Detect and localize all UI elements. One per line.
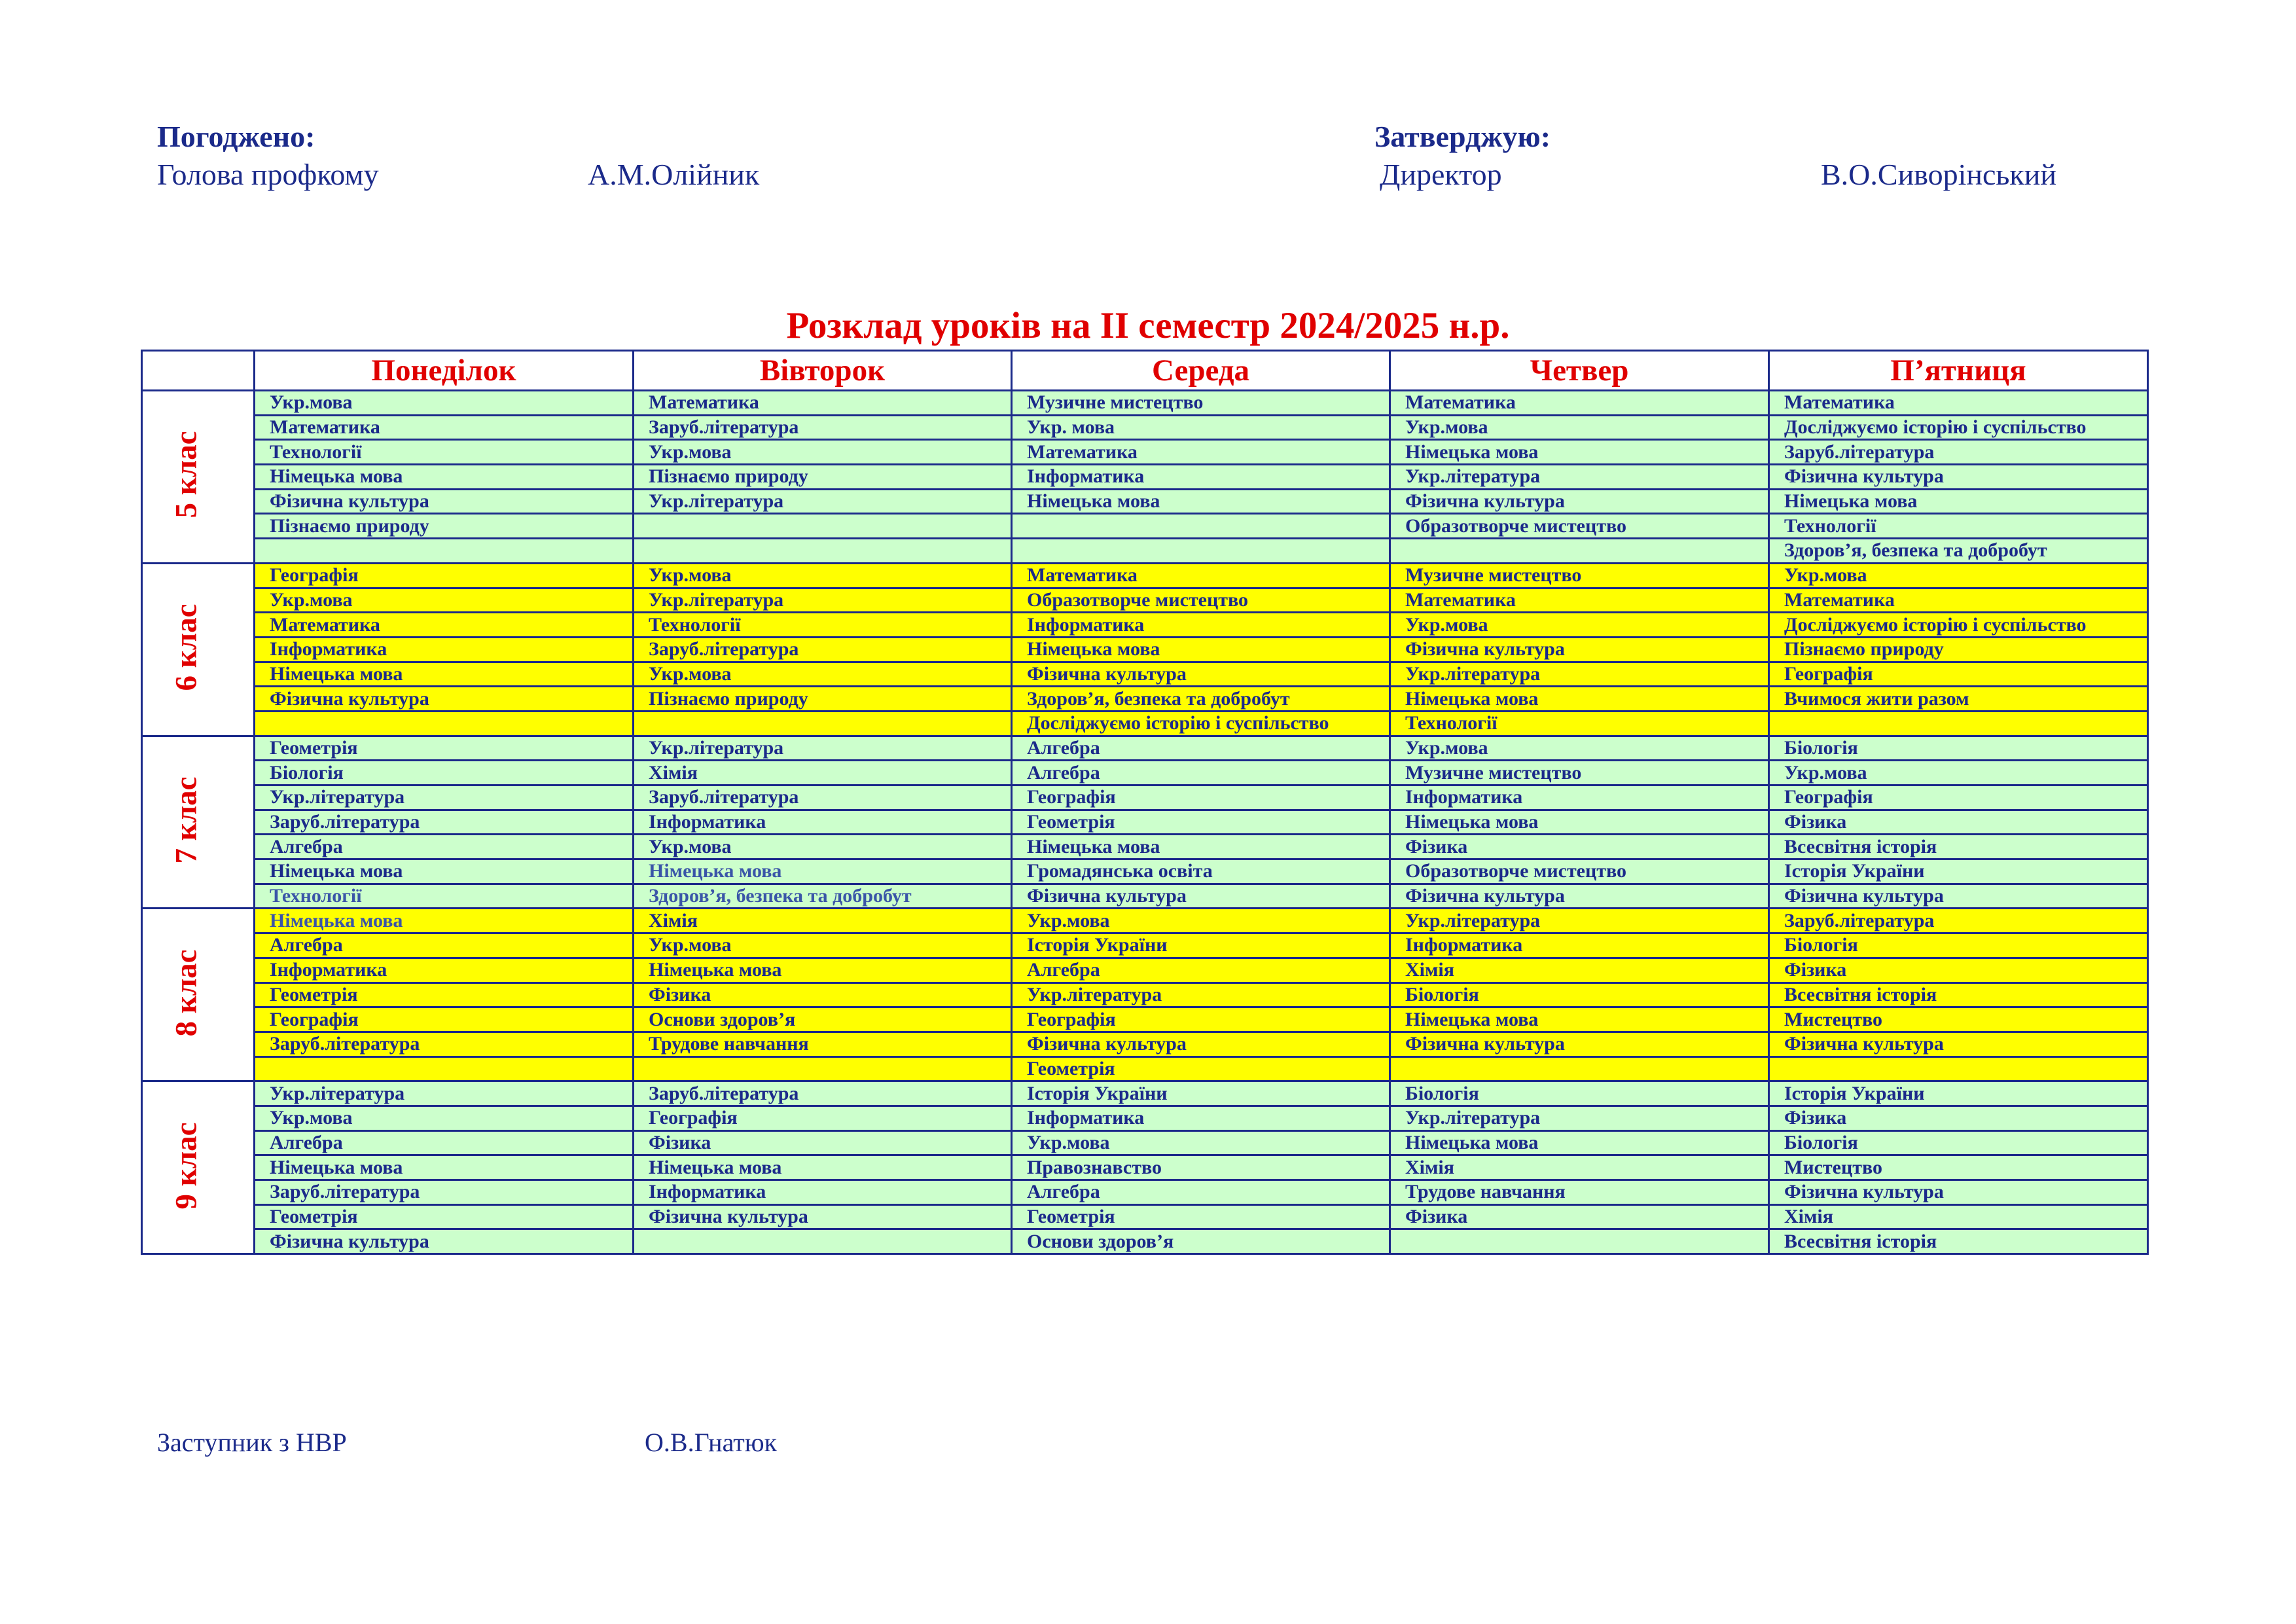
lesson-cell: Фізична культура [255,687,634,712]
lesson-cell: Хімія [634,761,1012,785]
lesson-row [142,1056,2148,1081]
lesson-cell: Німецька мова [634,859,1012,884]
lesson-cell: Укр. мова [1012,415,1390,440]
lesson-row [142,736,2148,761]
day-header: П’ятниця [1769,351,2148,391]
lesson-cell: Хімія [1769,1204,2148,1229]
lesson-cell: Заруб.література [634,785,1012,810]
lesson-cell [634,1229,1012,1254]
lesson-cell: Укр.мова [1390,736,1769,761]
lesson-cell: Німецька мова [255,909,634,933]
lesson-cell: Хімія [634,909,1012,933]
lesson-cell: Німецька мова [1769,489,2148,514]
lesson-cell: Географія [1769,662,2148,687]
lesson-cell: Німецька мова [634,1155,1012,1180]
lesson-row [142,1106,2148,1130]
class-label-cell [142,391,255,564]
lesson-row [142,613,2148,638]
lesson-cell: Укр.література [1390,909,1769,933]
lesson-cell: Математика [1012,563,1390,588]
lesson-cell: Заруб.література [1769,909,2148,933]
lesson-cell: Укр.мова [1769,563,2148,588]
lesson-cell: Алгебра [1012,761,1390,785]
lesson-row [142,1204,2148,1229]
lesson-cell: Досліджуємо історію і суспільство [1769,613,2148,638]
schedule-body [142,391,2148,1254]
lesson-cell: Укр.мова [634,933,1012,958]
lesson-cell: Фізика [634,983,1012,1007]
lesson-cell: Укр.література [255,1081,634,1106]
lesson-cell: Географія [255,563,634,588]
lesson-cell: Укр.мова [1769,761,2148,785]
lesson-cell [1769,711,2148,736]
lesson-cell [1390,539,1769,564]
lesson-cell: Математика [1769,391,2148,416]
lesson-cell: Історія України [1012,933,1390,958]
lesson-cell: Укр.мова [255,391,634,416]
lesson-cell: Укр.мова [255,588,634,613]
lesson-cell: Алгебра [255,933,634,958]
approval-right-role: Директор [1380,158,1502,191]
lesson-row [142,1155,2148,1180]
lesson-cell [1012,514,1390,539]
lesson-cell: Німецька мова [1012,835,1390,859]
lesson-cell: Математика [634,391,1012,416]
class-label: 6 клас [169,604,204,691]
approval-left-heading: Погоджено: [157,120,315,153]
class-label: 9 клас [169,1122,204,1210]
lesson-cell [634,539,1012,564]
lesson-cell: Музичне мистецтво [1390,761,1769,785]
lesson-cell: Інформатика [255,958,634,983]
lesson-cell [634,514,1012,539]
lesson-cell: Біологія [1769,933,2148,958]
footer-role: Заступник з НВР [157,1428,347,1457]
schedule-title: Розклад уроків на ІІ семестр 2024/2025 н.р. [786,305,1510,346]
lesson-row [142,465,2148,490]
lesson-cell: Інформатика [634,1180,1012,1205]
lesson-cell: Інформатика [1012,465,1390,490]
lesson-row [142,514,2148,539]
lesson-cell: Математика [255,415,634,440]
lesson-row [142,909,2148,933]
lesson-cell: Пізнаємо природу [634,465,1012,490]
lesson-row [142,1130,2148,1155]
lesson-cell: Географія [1012,1007,1390,1032]
day-header-row [142,351,2148,391]
lesson-cell: Основи здоров’я [1012,1229,1390,1254]
lesson-cell: Геометрія [255,983,634,1007]
lesson-cell: Географія [1012,785,1390,810]
lesson-cell: Хімія [1390,1155,1769,1180]
lesson-cell: Пізнаємо природу [1769,637,2148,662]
lesson-cell: Трудове навчання [634,1032,1012,1056]
lesson-cell: Укр.мова [1390,415,1769,440]
lesson-cell: Географія [634,1106,1012,1130]
lesson-cell: Фізика [1769,1106,2148,1130]
lesson-cell: Історія України [1769,1081,2148,1106]
lesson-row [142,1229,2148,1254]
lesson-cell: Укр.література [255,785,634,810]
lesson-cell: Історія України [1012,1081,1390,1106]
lesson-cell: Фізична культура [255,1229,634,1254]
lesson-cell: Образотворче мистецтво [1012,588,1390,613]
lesson-cell: Фізична культура [255,489,634,514]
class-label-cell [142,736,255,909]
lesson-cell: Німецька мова [1390,810,1769,835]
lesson-cell: Укр.література [1390,662,1769,687]
lesson-cell [1390,1056,1769,1081]
lesson-cell: Математика [1390,391,1769,416]
lesson-cell: Фізична культура [1769,465,2148,490]
lesson-row [142,637,2148,662]
lesson-cell: Математика [1769,588,2148,613]
lesson-cell: Інформатика [1390,933,1769,958]
class-label: 7 клас [169,776,204,864]
approval-left-role: Голова профкому [157,158,379,191]
lesson-cell: Заруб.література [634,637,1012,662]
lesson-cell: Заруб.література [255,1032,634,1056]
lesson-cell: Біологія [1390,983,1769,1007]
lesson-cell: Музичне мистецтво [1390,563,1769,588]
lesson-cell: Укр.література [1390,465,1769,490]
lesson-row [142,415,2148,440]
lesson-row [142,391,2148,416]
lesson-cell: Укр.література [1012,983,1390,1007]
lesson-cell: Геометрія [1012,1204,1390,1229]
lesson-cell: Фізична культура [1769,884,2148,909]
lesson-cell: Німецька мова [255,465,634,490]
lesson-cell: Трудове навчання [1390,1180,1769,1205]
lesson-row [142,859,2148,884]
lesson-cell: Укр.мова [1390,613,1769,638]
approval-left-name: А.М.Олійник [588,158,760,191]
lesson-row [142,711,2148,736]
lesson-cell: Фізична культура [1769,1180,2148,1205]
lesson-cell: Музичне мистецтво [1012,391,1390,416]
lesson-cell: Біологія [1769,736,2148,761]
lesson-row [142,1007,2148,1032]
lesson-row [142,539,2148,564]
lesson-cell: Біологія [1390,1081,1769,1106]
lesson-cell: Фізика [1769,958,2148,983]
class-label: 5 клас [169,431,204,518]
lesson-cell: Укр.мова [634,563,1012,588]
lesson-cell: Інформатика [1390,785,1769,810]
lesson-cell: Німецька мова [1390,440,1769,465]
day-header: Понеділок [255,351,634,391]
day-header: Середа [1012,351,1390,391]
lesson-cell: Заруб.література [634,1081,1012,1106]
lesson-cell: Вчимося жити разом [1769,687,2148,712]
lesson-cell: Технології [1390,711,1769,736]
lesson-cell: Образотворче мистецтво [1390,514,1769,539]
lesson-cell: Хімія [1390,958,1769,983]
lesson-cell: Технології [255,884,634,909]
lesson-cell: Геометрія [255,1204,634,1229]
lesson-cell: Досліджуємо історію і суспільство [1012,711,1390,736]
lesson-cell [1390,1229,1769,1254]
lesson-cell: Здоров’я, безпека та добробут [1012,687,1390,712]
lesson-cell: Фізична культура [1390,884,1769,909]
lesson-cell: Укр.мова [1012,1130,1390,1155]
lesson-row [142,983,2148,1007]
lesson-cell [634,711,1012,736]
lesson-row [142,958,2148,983]
day-header: Четвер [1390,351,1769,391]
day-header: Вівторок [634,351,1012,391]
lesson-cell: Заруб.література [255,810,634,835]
lesson-cell: Технології [255,440,634,465]
lesson-cell: Заруб.література [634,415,1012,440]
class-label: 8 клас [169,949,204,1037]
lesson-cell: Німецька мова [255,1155,634,1180]
lesson-cell: Укр.мова [634,662,1012,687]
lesson-cell: Технології [1769,514,2148,539]
lesson-row [142,1180,2148,1205]
lesson-cell: Укр.мова [255,1106,634,1130]
lesson-cell: Основи здоров’я [634,1007,1012,1032]
class-label-cell [142,563,255,736]
lesson-cell: Здоров’я, безпека та добробут [634,884,1012,909]
lesson-row [142,835,2148,859]
lesson-cell: Біологія [255,761,634,785]
lesson-cell: Фізика [1769,810,2148,835]
lesson-cell [634,1056,1012,1081]
lesson-cell: Математика [255,613,634,638]
lesson-cell: Німецька мова [634,958,1012,983]
lesson-cell: Пізнаємо природу [255,514,634,539]
lesson-cell: Німецька мова [1390,1007,1769,1032]
schedule-table [141,350,2149,1255]
lesson-cell: Геометрія [1012,1056,1390,1081]
lesson-cell [1769,1056,2148,1081]
lesson-cell: Всесвітня історія [1769,1229,2148,1254]
lesson-cell: Фізика [1390,835,1769,859]
lesson-row [142,1032,2148,1056]
lesson-cell: Алгебра [1012,1180,1390,1205]
lesson-cell: Інформатика [1012,613,1390,638]
lesson-row [142,884,2148,909]
lesson-cell [255,539,634,564]
class-label-cell [142,909,255,1081]
lesson-cell: Мистецтво [1769,1155,2148,1180]
lesson-cell: Пізнаємо природу [634,687,1012,712]
lesson-cell: Фізична культура [1769,1032,2148,1056]
lesson-cell: Правознавство [1012,1155,1390,1180]
lesson-cell: Німецька мова [255,859,634,884]
lesson-cell: Геометрія [1012,810,1390,835]
lesson-cell: Алгебра [1012,736,1390,761]
lesson-cell: Математика [1012,440,1390,465]
lesson-row [142,440,2148,465]
lesson-cell: Заруб.література [255,1180,634,1205]
lesson-cell: Німецька мова [1012,489,1390,514]
lesson-row [142,933,2148,958]
lesson-cell: Здоров’я, безпека та добробут [1769,539,2148,564]
lesson-cell: Біологія [1769,1130,2148,1155]
lesson-cell: Всесвітня історія [1769,835,2148,859]
lesson-row [142,662,2148,687]
lesson-cell [255,1056,634,1081]
lesson-cell: Алгебра [255,1130,634,1155]
lesson-cell: Математика [1390,588,1769,613]
lesson-cell: Укр.мова [1012,909,1390,933]
lesson-cell: Фізична культура [1390,637,1769,662]
lesson-row [142,687,2148,712]
lesson-cell: Мистецтво [1769,1007,2148,1032]
lesson-cell: Фізика [1390,1204,1769,1229]
approval-right-name: В.О.Сиворінський [1821,158,2056,191]
lesson-cell: Технології [634,613,1012,638]
lesson-cell: Фізична культура [1012,884,1390,909]
lesson-cell: Інформатика [1012,1106,1390,1130]
lesson-cell: Фізична культура [1390,1032,1769,1056]
class-label-cell [142,1081,255,1254]
lesson-row [142,761,2148,785]
lesson-cell: Укр.література [634,736,1012,761]
lesson-row [142,489,2148,514]
lesson-cell: Укр.література [634,588,1012,613]
lesson-cell: Укр.мова [634,835,1012,859]
footer-name: О.В.Гнатюк [645,1428,778,1457]
lesson-row [142,1081,2148,1106]
lesson-row [142,810,2148,835]
lesson-cell: Фізична культура [1390,489,1769,514]
lesson-cell: Географія [255,1007,634,1032]
lesson-cell: Укр.література [1390,1106,1769,1130]
lesson-cell: Географія [1769,785,2148,810]
lesson-cell: Інформатика [255,637,634,662]
lesson-cell: Алгебра [1012,958,1390,983]
lesson-cell: Інформатика [634,810,1012,835]
lesson-cell: Німецька мова [255,662,634,687]
header-corner-cell [142,351,255,391]
lesson-cell: Геометрія [255,736,634,761]
lesson-cell: Німецька мова [1012,637,1390,662]
lesson-cell: Фізична культура [634,1204,1012,1229]
lesson-cell: Укр.література [634,489,1012,514]
lesson-cell [255,711,634,736]
lesson-cell: Німецька мова [1390,1130,1769,1155]
lesson-cell: Досліджуємо історію і суспільство [1769,415,2148,440]
lesson-cell: Історія України [1769,859,2148,884]
lesson-cell: Громадянська освіта [1012,859,1390,884]
lesson-cell: Заруб.література [1769,440,2148,465]
lesson-row [142,563,2148,588]
lesson-row [142,588,2148,613]
lesson-cell: Всесвітня історія [1769,983,2148,1007]
approval-right-heading: Затверджую: [1374,120,1551,153]
lesson-cell: Алгебра [255,835,634,859]
lesson-cell: Німецька мова [1390,687,1769,712]
lesson-cell [1012,539,1390,564]
lesson-cell: Фізична культура [1012,1032,1390,1056]
lesson-cell: Фізична культура [1012,662,1390,687]
lesson-cell: Образотворче мистецтво [1390,859,1769,884]
lesson-row [142,785,2148,810]
lesson-cell: Укр.мова [634,440,1012,465]
lesson-cell: Фізика [634,1130,1012,1155]
